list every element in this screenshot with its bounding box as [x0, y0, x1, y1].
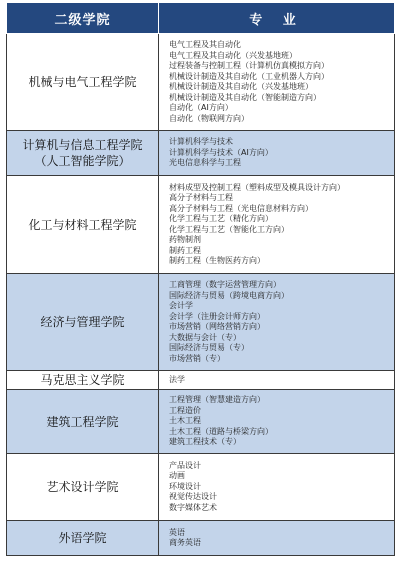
major-item: 数字媒体艺术: [169, 502, 217, 512]
major-item: 土木工程: [169, 416, 201, 426]
major-item: 建筑工程技术（专）: [169, 437, 241, 447]
college-cell: [7, 390, 159, 454]
table-header-row: [7, 3, 395, 34]
table-row: [7, 34, 395, 131]
table-row: [7, 371, 395, 390]
major-item: 自动化（AI方向）: [169, 103, 233, 112]
major-item: 环境设计: [169, 481, 201, 491]
major-item: 市场营销（网络营销方向）: [169, 322, 265, 331]
major-item: 土木工程（道路与桥梁方向）: [169, 426, 273, 436]
major-item: 工程管理（智慧建造方向）: [169, 395, 265, 405]
major-item: 商务英语: [169, 538, 201, 547]
major-item: 机械设计制造及其自动化（兴发基地班）: [169, 82, 313, 91]
major-item: 化学工程与工艺（智能化工方向）: [169, 224, 289, 234]
major-item: 大数据与会计（专）: [169, 332, 241, 342]
table-body: [7, 34, 395, 556]
major-item: 英语: [169, 527, 185, 537]
college-cell: [7, 34, 159, 131]
majors-cell: [159, 454, 395, 521]
major-item: 药物制剂: [169, 235, 201, 244]
major-item: 高分子材料与工程（光电信息材料方向）: [169, 203, 313, 213]
major-item: 制药工程: [169, 245, 201, 255]
major-item: 计算机科学与技术: [169, 137, 233, 147]
college-name: 外语学院: [58, 531, 107, 545]
college-name: 建筑工程学院: [46, 414, 119, 429]
major-item: 会计学（注册会计师方向）: [169, 311, 265, 321]
major-item: 计算机科学与技术（AI方向）: [169, 147, 273, 157]
majors-cell: [159, 34, 395, 131]
majors-cell: [159, 176, 395, 274]
major-item: 电气工程及其自动化（兴发基地班）: [169, 50, 297, 60]
college-name: 计算机与信息工程学院: [22, 138, 143, 152]
college-cell: [7, 371, 159, 390]
header-college: 二级学院: [7, 3, 159, 34]
majors-cell: [159, 521, 395, 556]
major-item: 机械设计制造及其自动化（工业机器人方向）: [169, 71, 329, 81]
header-major: 专 业: [159, 3, 395, 34]
college-name: 经济与管理学院: [40, 315, 125, 329]
table-row: [7, 274, 395, 371]
major-item: 自动化（物联网方向）: [169, 113, 249, 123]
major-item: 化学工程与工艺（精化方向）: [169, 214, 273, 223]
table-row: [7, 176, 395, 274]
major-item: 动画: [169, 471, 185, 481]
table-row: [7, 454, 395, 521]
college-cell: [7, 521, 159, 556]
major-item: 视觉传达设计: [169, 492, 217, 502]
major-item: 制药工程（生物医药方向）: [169, 256, 265, 265]
major-item: 产品设计: [169, 460, 201, 470]
major-item: 会计学: [169, 301, 193, 310]
college-cell: [7, 176, 159, 274]
major-item: 光电信息科学与工程: [169, 158, 241, 168]
college-cell: [7, 131, 159, 176]
major-item: 材料成型及控制工程（塑料成型及模具设计方向）: [169, 182, 345, 192]
college-cell: [7, 274, 159, 371]
majors-cell: [159, 131, 395, 176]
major-item: 国际经济与贸易（专）: [169, 343, 249, 352]
college-name: 艺术设计学院: [46, 480, 119, 494]
major-item: 电气工程及其自动化: [169, 40, 241, 49]
major-item: 机械设计制造及其自动化（智能制造方向）: [169, 92, 321, 102]
table-row: [7, 390, 395, 454]
college-name: 马克思主义学院: [40, 373, 125, 387]
major-item: 高分子材料与工程: [169, 193, 233, 202]
majors-cell: [159, 371, 395, 390]
major-item: 法学: [169, 374, 185, 384]
college-cell: [7, 454, 159, 521]
major-item: 过程装备与控制工程（计算机仿真模拟方向）: [169, 61, 329, 70]
major-item: 工商管理（数字运营管理方向）: [169, 280, 281, 289]
college-majors-table: [6, 2, 395, 556]
majors-cell: [159, 274, 395, 371]
college-name: 机械与电气工程学院: [28, 75, 137, 89]
major-item: 国际经济与贸易（跨境电商方向）: [169, 290, 289, 300]
major-item: 市场营销（专）: [169, 353, 225, 363]
majors-cell: [159, 390, 395, 454]
table-row: [7, 131, 395, 176]
college-name: （人工智能学院）: [34, 154, 131, 168]
college-name: 化工与材料工程学院: [28, 217, 137, 232]
table-row: [7, 521, 395, 556]
major-item: 工程造价: [169, 405, 201, 415]
